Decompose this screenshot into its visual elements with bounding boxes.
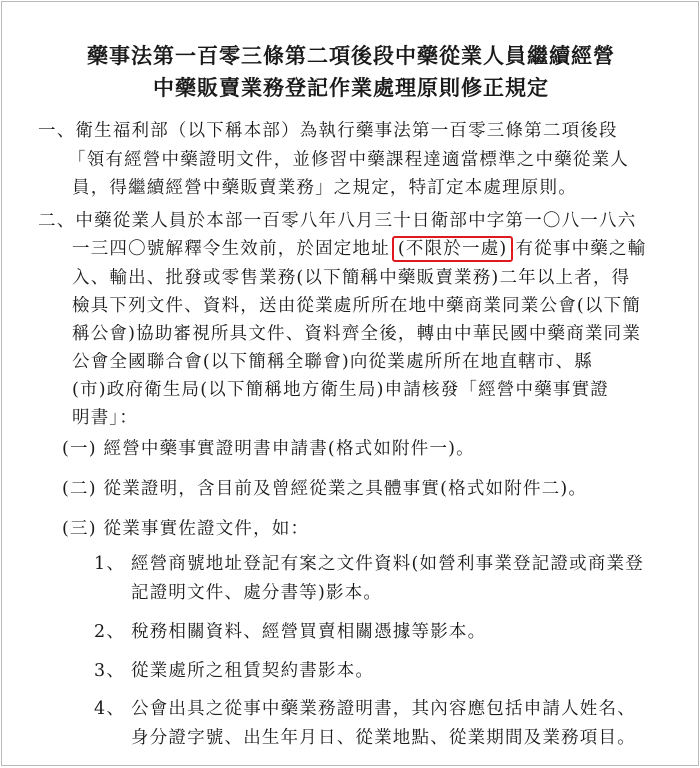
section-2-line-7: (市)政府衛生局(以下簡稱地方衛生局)申請核發「經營中藥事實證 [72,380,610,400]
subitem-text: 身分證字號、出生年月日、從業地點、從業期間及業務項目。 [131,728,636,748]
section-1-line-1: 一、衛生福利部（以下稱本部）為執行藥事法第一百零三條第二項後段 [38,121,618,141]
subitem-text: 記證明文件、處分書等)影本。 [131,583,383,603]
section-2-line-2-before: 一三四〇號解釋令生效前，於固定地址 [72,239,390,259]
section-2-line-2-after: 有從事中藥之輸 [515,239,647,259]
subitem-text: 從業處所之租賃契約書影本。 [131,661,375,681]
list-item: (一) 經營中藥事實證明書申請書(格式如附件一)。 [62,439,475,459]
subitem-number: 3、 [94,661,126,681]
document-title-line-2: 中藥販賣業務登記作業處理原則修正規定 [153,75,549,100]
list-item: (二) 從業證明，含目前及曾經從業之具體事實(格式如附件二)。 [62,479,588,499]
section-2-line-8: 明書」： [72,408,139,428]
document-title-line-1: 藥事法第一百零三條第二項後段中藥從業人員繼續經營 [87,43,615,68]
document-page [1,1,699,766]
list-item: (三) 從業事實佐證文件，如： [62,519,310,539]
subitem-number: 4、 [94,699,126,719]
section-2-line-4: 檢具下列文件、資料，送由從業處所所在地中藥商業同業公會(以下簡 [72,296,642,316]
section-2-line-2 [72,235,646,262]
subitem-number: 1、 [94,554,126,574]
section-1-line-3: 員，得繼續經營中藥販賣業務」之規定，特訂定本處理原則。 [72,178,577,198]
subitem-number: 2、 [94,622,126,642]
highlighted-phrase: (不限於一處) [392,236,514,262]
section-2-line-1: 二、中藥從業人員於本部一百零八年八月三十日衛部中字第一〇八一八六 [38,211,637,231]
section-2-line-5: 稱公會)協助審視所具文件、資料齊全後，轉由中華民國中藥商業同業 [72,324,642,344]
subitem-text: 公會出具之從事中藥業務證明書，其內容應包括申請人姓名、 [131,699,636,719]
section-2-line-3: 入、輸出、批發或零售業務(以下簡稱中藥販賣業務)二年以上者，得 [72,268,631,288]
section-2-line-6: 公會全國聯合會(以下簡稱全聯會)向從業處所所在地直轄市、縣 [72,352,593,372]
subitem-text: 稅務相關資料、經營買賣相關憑據等影本。 [131,622,487,642]
section-1-line-2: 「領有經營中藥證明文件，並修習中藥課程達適當標準之中藥從業人 [68,150,629,170]
subitem-text: 經營商號地址登記有案之文件資料(如營利事業登記證或商業登 [131,554,644,574]
